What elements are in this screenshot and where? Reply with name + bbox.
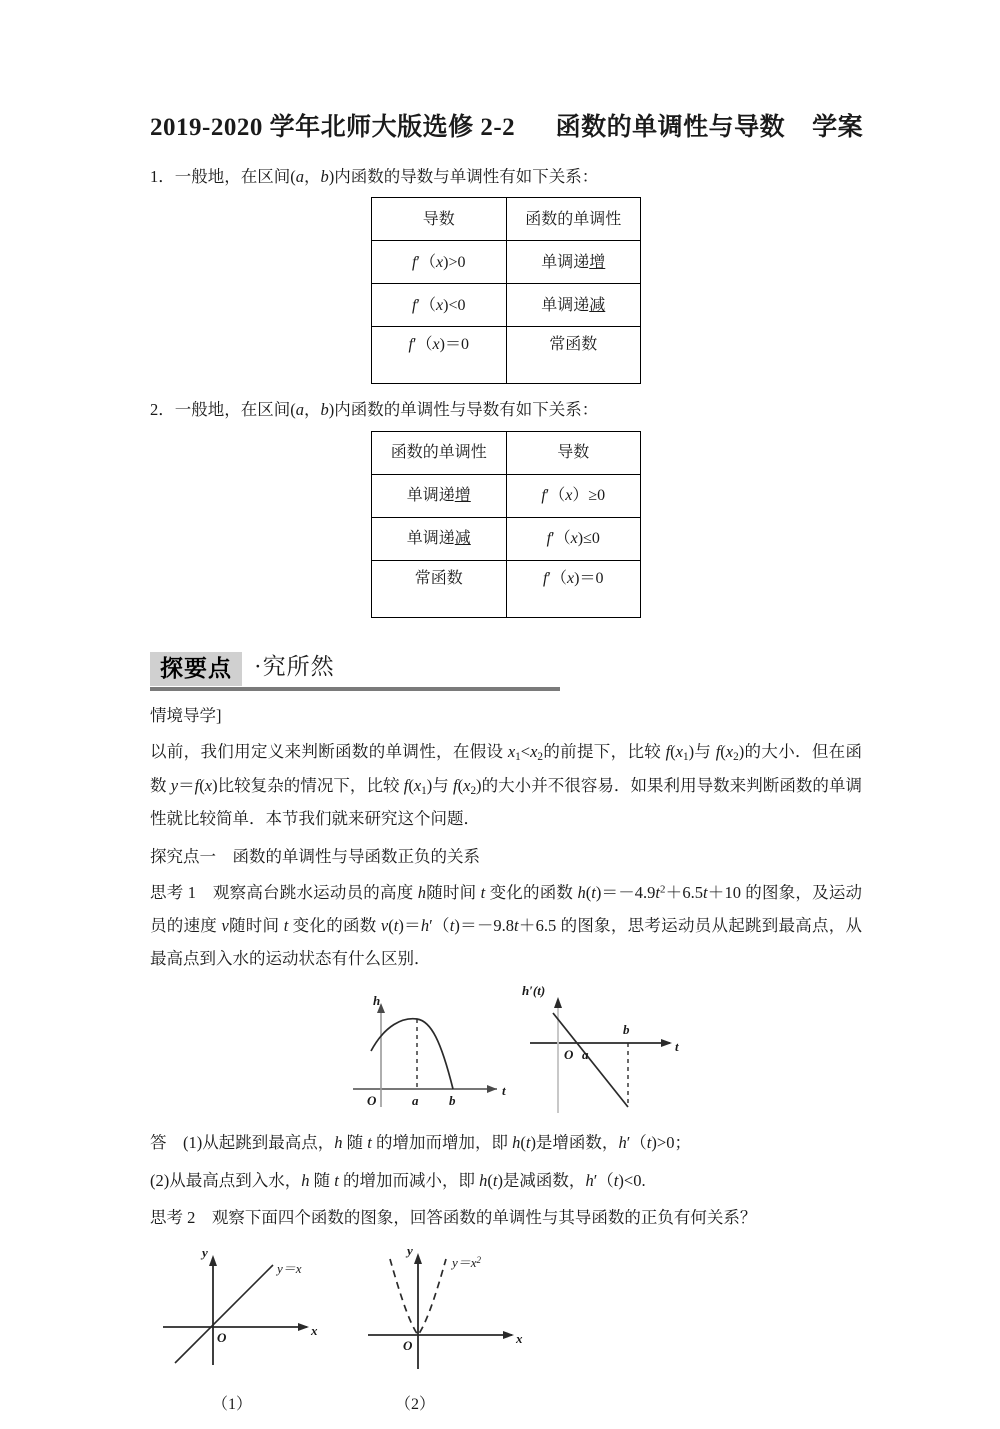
x-axis-arrow (487, 1085, 497, 1093)
underlined-word: 减 (454, 530, 471, 548)
y-axis-arrow (209, 1255, 217, 1266)
tick-label-a: a (582, 1047, 589, 1063)
table-row (372, 284, 641, 327)
explore-heading: 探究点一 函数的单调性与导函数正负的关系 (150, 846, 480, 866)
table-row (372, 561, 641, 618)
think2-paragraph: 思考 2 观察下面四个函数的图象，回答函数的单调性与其导函数的正负有何关系？ (150, 1207, 757, 1227)
x-axis-label: x (311, 1323, 318, 1339)
origin-label: O (564, 1047, 574, 1063)
table-cell-derivative: f′（x)<0 (372, 284, 507, 327)
table-header-cell: 导数 (372, 198, 507, 241)
derivative-monotonicity-table (371, 197, 641, 384)
table-header-cell: 导数 (506, 432, 641, 475)
y-axis-arrow (554, 997, 562, 1008)
point1-lead (150, 165, 862, 190)
answer-line-2: (2)从最高点到入水，h 随 t 的增加而减小，即 h(t)是减函数，h′（t)<0. (150, 1170, 646, 1190)
intro-paragraph: 以前，我们用定义来判断函数的单调性，在假设 $x_1<x_2$的前提下，比较 $f(x_1)$与 $f(x_2)$的大小．但在函数 y＝f(x)比较复杂的情况下，比较 $f(x_1)$与 $f(x_2)$的大小并不很容易．如果利用导数来判断函数的单调性就比较简单．本节我们就来研究这个问题． (150, 742, 863, 828)
table-cell-derivative: f′（x）≥0 (506, 475, 641, 518)
figure-row-height-velocity (150, 981, 862, 1121)
underlined-word: 增 (589, 253, 606, 271)
answer-line-1: 答 (1)从起跳到最高点，h 随 t 的增加而增加，即 h(t)是增函数，h′（t)>0； (150, 1133, 691, 1153)
table-row (372, 518, 641, 561)
figure-velocity-graph (520, 981, 695, 1126)
section-chip: 探要点 (150, 652, 242, 686)
table-cell-derivative: f′（x)>0 (372, 241, 507, 284)
table-header-cell: 函数的单调性 (372, 432, 507, 475)
table-row (372, 241, 641, 284)
figure-quadratic-graph (360, 1239, 540, 1379)
section-divider (150, 687, 560, 691)
y-axis-label: h (373, 993, 381, 1009)
y-axis-label: h′(t) (522, 983, 546, 999)
figure-caption-1: （1） (212, 1396, 253, 1414)
quadratic-plot (360, 1239, 540, 1374)
origin-label: O (367, 1093, 377, 1109)
table-row (372, 475, 641, 518)
monotonicity-derivative-table (371, 431, 641, 618)
section-header (150, 648, 862, 694)
origin-label: O (403, 1338, 413, 1354)
figure-captions (150, 1396, 862, 1429)
intro-heading: 情境导学] (150, 706, 222, 725)
table-row (372, 198, 641, 241)
tick-label-b: b (449, 1093, 456, 1109)
y-axis-label: y (202, 1245, 208, 1261)
table-cell-derivative: f′（x)＝0 (506, 561, 641, 618)
underlined-word: 增 (454, 487, 471, 505)
point2-lead-text: 2．一般地，在区间(a，b)内函数的单调性与导数有如下关系： (150, 400, 599, 420)
point1-lead-text: 1．一般地，在区间(a，b)内函数的导数与单调性有如下关系： (150, 166, 599, 186)
underlined-word: 减 (589, 296, 606, 314)
x-axis-label: x (516, 1331, 523, 1347)
page-content (150, 0, 862, 1429)
origin-label: O (217, 1330, 227, 1346)
table-cell-monotonicity: 单调递减 (372, 518, 507, 561)
curve-label: y＝x (277, 1261, 302, 1277)
height-curve (371, 1019, 453, 1089)
table-cell-monotonicity: 单调递增 (506, 241, 641, 284)
x-axis-arrow (503, 1331, 514, 1339)
table-cell-monotonicity: 单调递增 (372, 475, 507, 518)
x-axis-arrow (298, 1323, 309, 1331)
y-axis-label: y (407, 1243, 413, 1259)
page-title: 2019-2020 学年北师大版选修 2-2 函数的单调性与导数 学案 (150, 114, 864, 141)
y-axis-arrow (414, 1253, 422, 1264)
table-header-cell: 函数的单调性 (506, 198, 641, 241)
table-cell-derivative: f′（x)≤0 (506, 518, 641, 561)
x-axis-label: t (502, 1083, 506, 1099)
height-time-plot (345, 989, 520, 1117)
table-cell-monotonicity: 单调递减 (506, 284, 641, 327)
figure-height-graph (345, 989, 520, 1122)
table-cell-monotonicity: 常函数 (372, 561, 507, 618)
table-row (372, 327, 641, 384)
curve-label: $y=x^2$ (452, 1255, 482, 1271)
section-subtitle: ·究所然 (254, 654, 335, 679)
point2-lead (150, 398, 862, 423)
table-cell-monotonicity: 常函数 (506, 327, 641, 384)
table-row (372, 432, 641, 475)
figure-row-linear-quadratic (150, 1239, 862, 1399)
x-axis-label: t (675, 1039, 679, 1055)
table-cell-derivative: f′（x)＝0 (372, 327, 507, 384)
derivative-time-plot (520, 981, 695, 1121)
linear-plot (155, 1245, 335, 1373)
tick-label-a: a (412, 1093, 419, 1109)
figure-linear-graph (155, 1245, 335, 1378)
tick-label-b: b (623, 1022, 630, 1038)
point1-table-wrap (150, 197, 862, 384)
point2-table-wrap (150, 431, 862, 618)
think1-paragraph: 思考 1 观察高台跳水运动员的高度 h随时间 t 变化的函数 $h(t)=-4.9t^2+6.5t+10$ 的图象，及运动员的速度 v随时间 t 变化的函数 v(t)＝h′（t)＝－9.8t＋6.5 的图象，思考运动员从起跳到最高点，从最高点到入水的运动状态有什么区别． (150, 883, 863, 969)
figure-caption-2: （2） (395, 1396, 436, 1414)
x-axis-arrow (661, 1039, 672, 1047)
identity-line (175, 1265, 273, 1363)
